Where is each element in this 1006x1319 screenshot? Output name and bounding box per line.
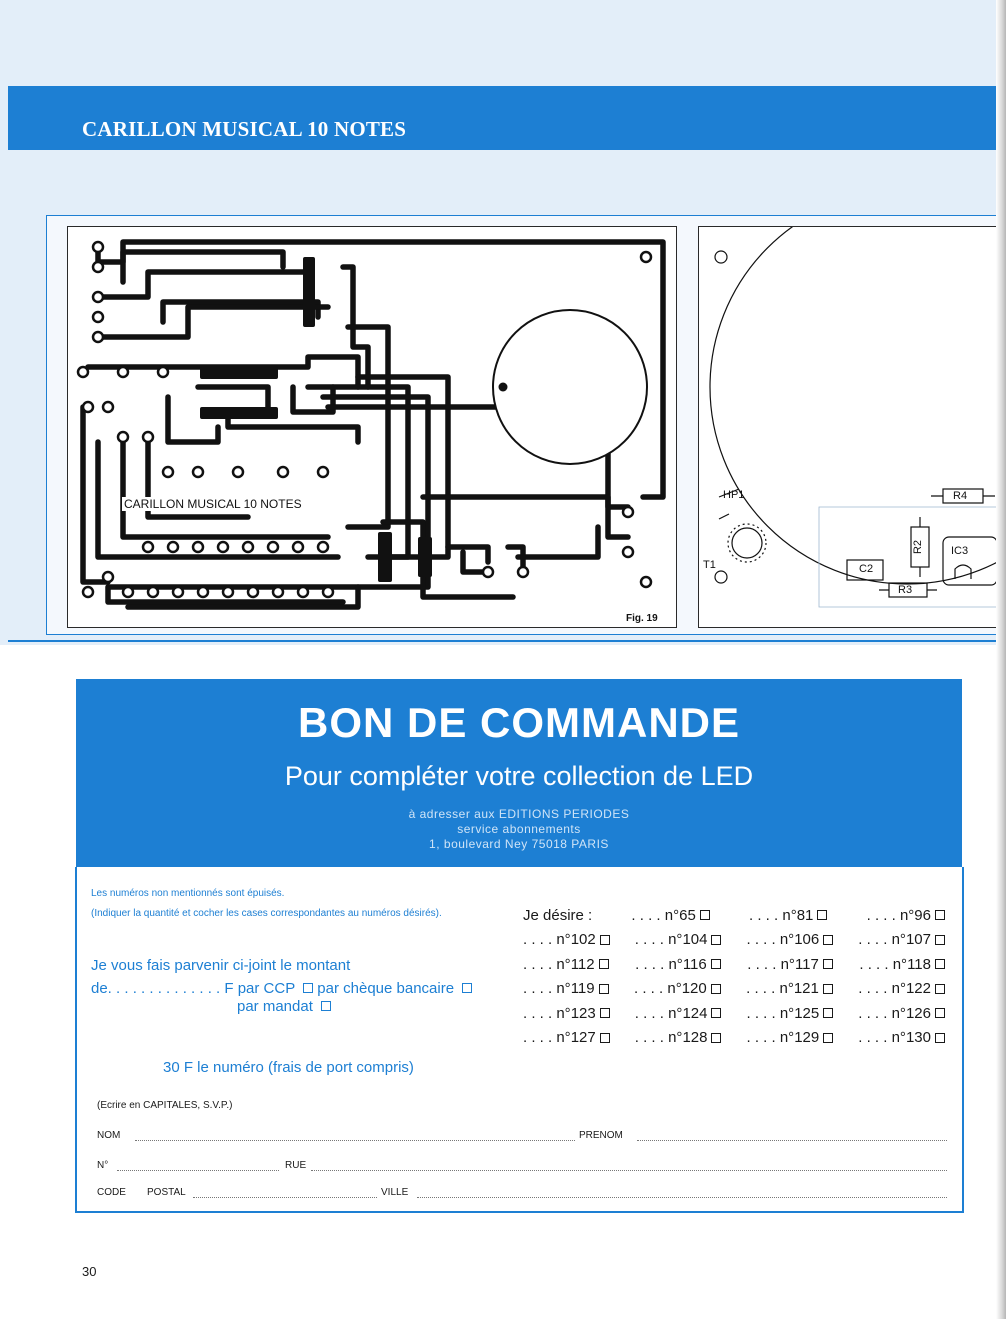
- issue-checkbox[interactable]: [823, 1008, 833, 1018]
- issue-prefix: . . . . n°: [746, 1029, 795, 1047]
- issue-checkbox[interactable]: [711, 984, 721, 994]
- issue-number: 122: [905, 980, 931, 998]
- prenom-label: PRENOM: [579, 1130, 623, 1141]
- note-instructions: (Indiquer la quantité et cocher les cases correspondantes au numéros désirés).: [91, 908, 442, 919]
- issue-number: 125: [794, 1004, 820, 1022]
- issue-checkbox[interactable]: [599, 984, 609, 994]
- issue-prefix: . . . . n°: [523, 980, 571, 998]
- issue-checkbox[interactable]: [823, 984, 833, 994]
- issue-checkbox[interactable]: [600, 1008, 610, 1018]
- issue-row: [523, 977, 945, 1002]
- issue-number: 118: [907, 955, 931, 973]
- code-label: CODE: [97, 1187, 126, 1198]
- issue-option: [749, 907, 827, 924]
- component-label-c2: C2: [859, 563, 874, 575]
- issue-number: 96: [914, 906, 931, 924]
- component-label-r4: R4: [953, 490, 968, 502]
- issue-option: [631, 907, 709, 924]
- issue-row: [523, 952, 945, 977]
- issue-number: 106: [794, 931, 820, 949]
- issue-prefix: . . . . n°: [631, 906, 680, 924]
- issue-checkbox[interactable]: [935, 1033, 945, 1043]
- component-label-t1: T1: [703, 559, 716, 571]
- component-label-ic3: IC3: [951, 545, 969, 557]
- component-label-hp1: HP1: [723, 489, 745, 501]
- address-line-3: 1, boulevard Ney 75018 PARIS: [429, 837, 609, 851]
- issue-number: 126: [905, 1004, 931, 1022]
- prenom-field[interactable]: [637, 1140, 947, 1141]
- issue-number: 128: [682, 1029, 708, 1047]
- issue-checkbox[interactable]: [935, 935, 945, 945]
- issue-row: [523, 903, 945, 928]
- issue-option: [747, 931, 834, 948]
- issue-checkbox[interactable]: [600, 935, 610, 945]
- issue-prefix: . . . . n°: [858, 1004, 906, 1022]
- issue-checkbox[interactable]: [711, 1033, 721, 1043]
- page-number: 30: [82, 1264, 97, 1279]
- address-line-2: service abonnements: [457, 822, 581, 836]
- issue-option: [867, 907, 945, 924]
- issue-option: [523, 1029, 610, 1046]
- issue-prefix: . . . . n°: [523, 1004, 571, 1022]
- issue-row: [523, 1001, 945, 1026]
- section-title: CARILLON MUSICAL 10 NOTES: [82, 117, 407, 141]
- order-form-subtitle: Pour compléter votre collection de LED: [284, 761, 754, 791]
- issue-prefix: . . . . n°: [747, 955, 795, 973]
- order-form-title: BON DE COMMANDE: [298, 699, 740, 746]
- page-fold-shadow: [996, 0, 1006, 1319]
- issue-option: [858, 980, 945, 997]
- issue-prefix: . . . . n°: [746, 980, 794, 998]
- payment-mandat-label: par mandat: [237, 998, 313, 1015]
- payment-line-3: [237, 998, 331, 1015]
- issue-option: [747, 1029, 834, 1046]
- issue-number: 102: [570, 931, 596, 949]
- issues-grid: [523, 903, 945, 1050]
- issue-checkbox[interactable]: [935, 910, 945, 920]
- checkbox-mandat[interactable]: [321, 1001, 331, 1011]
- issue-number: 130: [905, 1029, 931, 1047]
- issue-checkbox[interactable]: [817, 910, 827, 920]
- issue-option: [858, 1005, 945, 1022]
- pcb-label: CARILLON MUSICAL 10 NOTES: [124, 497, 302, 511]
- form-instruction: (Ecrire en CAPITALES, S.V.P.): [97, 1100, 233, 1111]
- issue-number: 124: [682, 1004, 708, 1022]
- issue-number: 104: [682, 931, 708, 949]
- issue-prefix: . . . . n°: [749, 906, 797, 924]
- order-form-body: [75, 867, 964, 1213]
- issue-prefix: . . . . n°: [746, 1004, 795, 1022]
- issue-checkbox[interactable]: [599, 959, 609, 969]
- issue-number: 121: [793, 980, 819, 998]
- numero-label: N°: [97, 1160, 109, 1171]
- issue-checkbox[interactable]: [823, 959, 833, 969]
- issue-prefix: . . . . n°: [746, 931, 795, 949]
- payment-cheque-label: par chèque bancaire: [317, 980, 455, 997]
- issue-option: [858, 931, 945, 948]
- order-form-header: [76, 679, 962, 867]
- issues-intro: Je désire :: [523, 906, 593, 924]
- issue-number: 81: [796, 906, 814, 924]
- issue-number: 65: [679, 906, 696, 924]
- issue-prefix: . . . . n°: [634, 980, 682, 998]
- issue-prefix: . . . . n°: [866, 906, 915, 924]
- component-label-r2: R2: [912, 539, 925, 555]
- issue-option: [858, 1029, 945, 1046]
- issue-number: 123: [570, 1004, 596, 1022]
- issue-checkbox[interactable]: [935, 959, 945, 969]
- issue-prefix: . . . . n°: [634, 931, 683, 949]
- rue-label: RUE: [285, 1160, 307, 1171]
- component-layout-figure: [698, 226, 1006, 628]
- rue-field[interactable]: [311, 1170, 947, 1171]
- issue-option: [747, 1005, 834, 1022]
- issue-prefix: . . . . n°: [635, 955, 683, 973]
- issue-option: [635, 931, 722, 948]
- payment-amount-ccp: de. . . . . . . . . . . . . . F par CCP: [91, 980, 295, 997]
- issue-checkbox[interactable]: [600, 1033, 610, 1043]
- issue-option: [747, 956, 833, 973]
- issue-prefix: . . . . n°: [859, 955, 908, 973]
- figure-caption: Fig. 19: [626, 613, 658, 624]
- issue-prefix: . . . . n°: [858, 980, 906, 998]
- numero-field[interactable]: [117, 1170, 279, 1171]
- issue-checkbox[interactable]: [823, 935, 833, 945]
- issue-option: [635, 956, 721, 973]
- ville-label: VILLE: [381, 1187, 409, 1198]
- issue-prefix: . . . . n°: [523, 1029, 571, 1047]
- issue-option: [859, 956, 945, 973]
- issue-option: [635, 1005, 722, 1022]
- issue-checkbox[interactable]: [823, 1033, 833, 1043]
- nom-field[interactable]: [135, 1140, 575, 1141]
- issue-checkbox[interactable]: [935, 1008, 945, 1018]
- issue-number: 117: [794, 955, 819, 973]
- nom-label: NOM: [97, 1130, 121, 1141]
- pcb-layout-figure: [67, 226, 677, 628]
- checkbox-cheque[interactable]: [462, 983, 472, 993]
- issue-option: [523, 1005, 610, 1022]
- issue-prefix: . . . . n°: [634, 1004, 683, 1022]
- issue-option: [523, 931, 610, 948]
- issue-prefix: . . . . n°: [523, 931, 571, 949]
- issue-prefix: . . . . n°: [858, 1029, 906, 1047]
- payment-line-2: [91, 980, 472, 997]
- issue-number: 116: [682, 955, 707, 973]
- issue-row: [523, 1026, 945, 1051]
- pcb-traces: [68, 227, 676, 627]
- issue-checkbox[interactable]: [711, 935, 721, 945]
- issue-checkbox[interactable]: [935, 984, 945, 994]
- issue-prefix: . . . . n°: [634, 1029, 683, 1047]
- issue-number: 107: [905, 931, 931, 949]
- ville-field[interactable]: [417, 1197, 947, 1198]
- issue-checkbox[interactable]: [700, 910, 710, 920]
- issue-checkbox[interactable]: [711, 959, 721, 969]
- section-divider: [8, 640, 998, 642]
- component-label-r3: R3: [898, 584, 913, 596]
- issue-row: [523, 928, 945, 953]
- postal-label: POSTAL: [147, 1187, 186, 1198]
- address-line-1: à adresser aux EDITIONS PERIODES: [408, 807, 630, 821]
- checkbox-ccp[interactable]: [303, 983, 313, 993]
- note-sold-out: Les numéros non mentionnés sont épuisés.: [91, 888, 285, 899]
- issue-checkbox[interactable]: [711, 1008, 721, 1018]
- payment-line-1: Je vous fais parvenir ci-joint le montant: [91, 957, 351, 974]
- issue-number: 127: [570, 1029, 596, 1047]
- issue-prefix: . . . . n°: [858, 931, 906, 949]
- issue-number: 119: [570, 980, 595, 998]
- price-note: 30 F le numéro (frais de port compris): [163, 1059, 414, 1076]
- issue-option: [634, 980, 721, 997]
- component-drawing: [699, 227, 1006, 627]
- issue-number: 120: [681, 980, 707, 998]
- issue-option: [523, 956, 609, 973]
- issue-number: 129: [794, 1029, 820, 1047]
- postal-code-field[interactable]: [193, 1197, 377, 1198]
- issue-option: [746, 980, 833, 997]
- issue-prefix: . . . . n°: [523, 955, 571, 973]
- issue-option: [635, 1029, 722, 1046]
- issue-option: [523, 980, 609, 997]
- issue-number: 112: [570, 955, 595, 973]
